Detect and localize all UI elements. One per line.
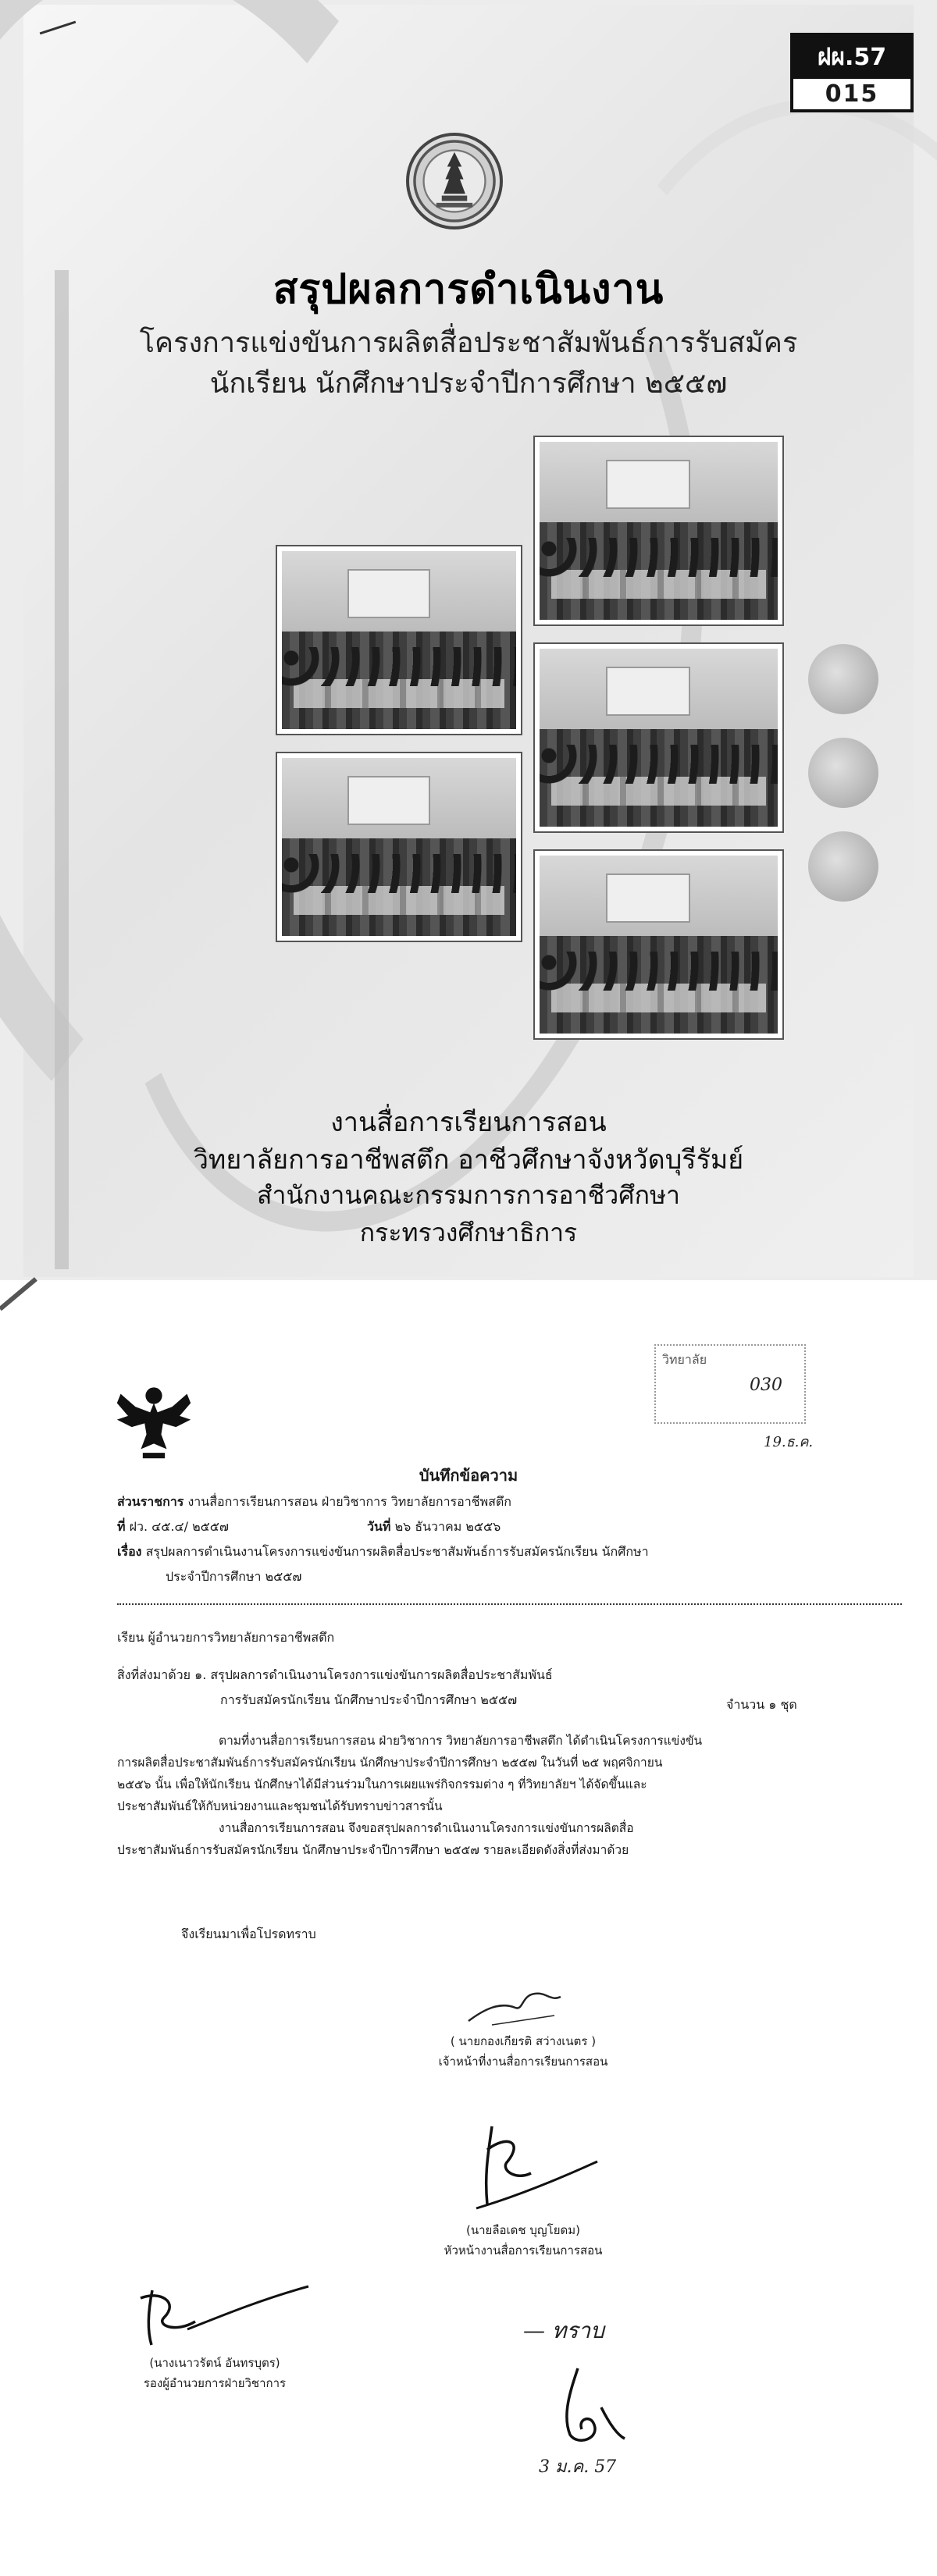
office-name: สำนักงานคณะกรรมการการอาชีวศึกษา — [256, 1180, 681, 1210]
memo-title: บันทึกข้อความ — [419, 1466, 518, 1485]
form-code-box — [790, 33, 914, 112]
department-name: งานสื่อการเรียนการสอน — [330, 1107, 607, 1138]
reference-line — [117, 1517, 229, 1537]
activity-photo — [535, 644, 782, 831]
body-paragraph-1 — [117, 1730, 906, 1861]
received-stamp — [654, 1344, 806, 1424]
decorative-circle — [808, 644, 878, 714]
paragraph-text: ๒๕๕๖ นั้น เพื่อให้นักเรียน นักศึกษาได้มีส่วนร่วมในการเผยแพร่กิจกรรมต่าง ๆ ที่วิทยาลัยฯ ได้จัดขึ้นและ — [117, 1777, 647, 1791]
garuda-emblem-icon — [108, 1375, 200, 1468]
decorative-circle — [808, 738, 878, 808]
attachment-label: สิ่งที่ส่งมาด้วย — [117, 1667, 191, 1682]
college-name: วิทยาลัยการอาชีพสตึก อาชีวศึกษาจังหวัดบุรีรัมย์ — [193, 1144, 744, 1176]
ministry-name: กระทรวงศึกษาธิการ — [359, 1218, 578, 1247]
agency-value: งานสื่อการเรียนการสอน ฝ่ายวิชาการ วิทยาลัยการอาชีพสตึก — [187, 1494, 511, 1509]
signature-scribble — [461, 1978, 578, 2033]
handwritten-received-date: 19.ธ.ค. — [764, 1434, 814, 1450]
reference-value: ฝว. ๔๕.๔/ ๒๕๕๗ — [129, 1519, 229, 1534]
signature-block-3 — [86, 2353, 344, 2393]
addressee-value: ผู้อำนวยการวิทยาลัยการอาชีพสตึก — [148, 1630, 335, 1645]
agency-label: ส่วนราชการ — [117, 1494, 184, 1509]
attachment-value: ๑. สรุปผลการดำเนินงานโครงการแข่งขันการผลิตสื่อประชาสัมพันธ์ — [194, 1667, 553, 1682]
cover-academic-year: นักเรียน นักศึกษาประจำปีการศึกษา ๒๕๕๗ — [209, 368, 728, 400]
subject-line — [117, 1542, 649, 1562]
paragraph-text: งานสื่อการเรียนการสอน จึงขอสรุปผลการดำเนินงานโครงการแข่งขันการผลิตสื่อ — [219, 1821, 634, 1835]
activity-photo — [535, 851, 782, 1038]
addressee-line — [117, 1628, 334, 1648]
activity-photo — [277, 546, 521, 734]
memo-page — [0, 1291, 937, 2576]
attachment-line-2: การรับสมัครนักเรียน นักศึกษาประจำปีการศึกษา ๒๕๕๗ — [220, 1692, 518, 1707]
institution-emblem — [406, 133, 503, 229]
director-signature-scribble — [547, 2361, 632, 2446]
signatory-name: (นายลือเดช บุญโยดม) — [466, 2223, 580, 2237]
signatory-name: ( นายกองเกียรติ สว่างเนตร ) — [450, 2034, 597, 2048]
cover-page — [0, 0, 937, 1280]
header-divider — [117, 1603, 902, 1605]
paragraph-text: ประชาสัมพันธ์ให้กับหน่วยงานและชุมชนได้รับทราบข่าวสารนั้น — [117, 1799, 443, 1813]
decorative-circle — [808, 831, 878, 902]
date-line — [367, 1517, 501, 1537]
form-number: 015 — [825, 80, 879, 108]
cover-heading: สรุปผลการดำเนินงาน — [273, 266, 664, 313]
date-label: วันที่ — [367, 1519, 391, 1534]
paragraph-text: การผลิตสื่อประชาสัมพันธ์การรับสมัครนักเรียน นักศึกษาประจำปีการศึกษา ๒๕๕๗ ในวันที่ ๒๕ พฤศจิกายน — [117, 1756, 663, 1770]
signature-scribble — [461, 2119, 601, 2220]
agency-line — [117, 1493, 511, 1512]
cover-project-title: โครงการแข่งขันการผลิตสื่อประชาสัมพันธ์การรับสมัคร — [139, 327, 798, 359]
handwritten-acknowledgement: — ทราบ — [523, 2318, 604, 2343]
emblem-icon — [409, 136, 500, 226]
attachment-line — [117, 1666, 553, 1685]
signature-block-2 — [375, 2220, 672, 2261]
subject-value: สรุปผลการดำเนินงานโครงการแข่งขันการผลิตสื่อประชาสัมพันธ์การรับสมัครนักเรียน นักศึกษา — [145, 1544, 649, 1559]
reference-label: ที่ — [117, 1519, 126, 1534]
stamp-label: วิทยาลัย — [662, 1352, 707, 1367]
handwritten-date: 3 ม.ค. 57 — [539, 2457, 617, 2477]
page-divider — [0, 1280, 937, 1291]
acknowledgement-text: ทราบ — [551, 2318, 604, 2343]
addressee-label: เรียน — [117, 1630, 144, 1645]
attachment-quantity: จำนวน ๑ ชุด — [726, 1697, 797, 1712]
activity-photo — [535, 437, 782, 624]
paragraph-text: ประชาสัมพันธ์การรับสมัครนักเรียน นักศึกษาประจำปีการศึกษา ๒๕๕๗ รายละเอียดดังสิ่งที่ส่งมาด้วย — [117, 1843, 629, 1857]
handwritten-number: 030 — [750, 1375, 782, 1395]
signature-scribble — [117, 2267, 312, 2353]
form-code: ฝผ.57 — [793, 36, 910, 79]
signatory-title: หัวหน้างานสื่อการเรียนการสอน — [444, 2243, 603, 2258]
signatory-title: รองผู้อำนวยการฝ่ายวิชาการ — [143, 2376, 287, 2390]
date-value: ๒๖ ธันวาคม ๒๕๕๖ — [394, 1519, 501, 1534]
signature-block-1 — [375, 2031, 672, 2072]
signatory-title: เจ้าหน้าที่งานสื่อการเรียนการสอน — [438, 2055, 608, 2069]
closing-text: จึงเรียนมาเพื่อโปรดทราบ — [181, 1927, 316, 1941]
subject-line-2: ประจำปีการศึกษา ๒๕๕๗ — [166, 1569, 302, 1584]
paragraph-text: ตามที่งานสื่อการเรียนการสอน ฝ่ายวิชาการ วิทยาลัยการอาชีพสตึก ได้ดำเนินโครงการแข่งขัน — [219, 1734, 703, 1748]
activity-photo — [277, 753, 521, 941]
subject-label: เรื่อง — [117, 1544, 142, 1559]
signatory-name: (นางเนาวรัตน์ อันทรบุตร) — [149, 2356, 280, 2370]
